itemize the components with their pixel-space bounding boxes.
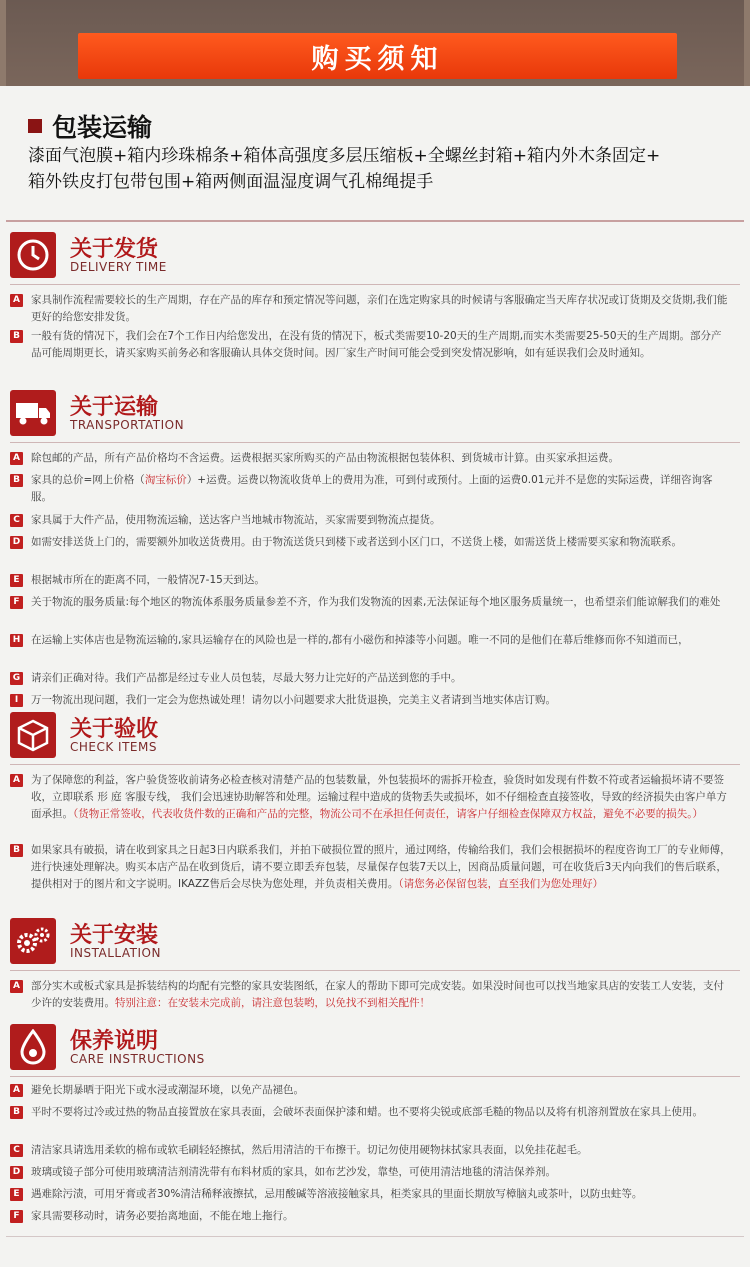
section-title: 关于安装 — [70, 923, 159, 948]
list-item — [10, 772, 732, 823]
bottom-rule — [6, 1236, 744, 1237]
item-text: 家具制作流程需要较长的生产周期，存在产品的库存和预定情况等问题，亲们在选定购家具的时候请与客服确定当天库存状况或订货期及交货期,我们能更好的给您安排发货。 — [31, 294, 728, 323]
item-text: 请亲们正确对待。我们产品都是经过专业人员包装，尽最大努力让完好的产品送到您的手中。 — [31, 672, 462, 684]
item-text: 家具属于大件产品，使用物流运输，送达客户当地城市物流站，买家需要到物流点提货。 — [31, 514, 441, 526]
list-item — [10, 1142, 732, 1159]
item-badge: B — [10, 1106, 23, 1119]
section-care — [0, 1024, 750, 1222]
item-highlight: （请您务必保留包装，直至我们为您处理好） — [398, 878, 604, 890]
list-item — [10, 472, 732, 506]
section-rule — [10, 970, 740, 971]
list-item — [10, 292, 732, 326]
item-text: 平时不要将过冷或过热的物品直接置放在家具表面，会破坏表面保护漆和蜡。也不要将尖锐或底部毛糙的物品以及将有机溶剂置放在家具上使用。 — [31, 1106, 703, 1118]
clock-icon — [10, 232, 56, 278]
section-rule — [10, 1076, 740, 1077]
list-item — [10, 692, 732, 709]
item-badge: B — [10, 330, 23, 343]
list-item — [10, 1208, 732, 1225]
item-text: 玻璃或镜子部分可使用玻璃清洁剂清洗带有布料材质的家具，如布艺沙发，靠垫，可使用清洁地毯的清洁保养剂。 — [31, 1166, 556, 1178]
section-check-items — [0, 712, 750, 890]
item-text: 关于物流的服务质量:每个地区的物流体系服务质量参差不齐，作为我们发物流的因素,无法保证每个地区服务质量统一，也希望亲们能谅解我们的难处 — [31, 596, 721, 608]
section-title: 关于发货 — [70, 237, 159, 262]
drop-icon — [10, 1024, 56, 1070]
section-rule — [10, 442, 740, 443]
list-item — [10, 328, 732, 362]
item-badge: A — [10, 774, 23, 787]
list-item — [10, 450, 732, 467]
item-highlight: （货物正常签收，代表收货件数的正确和产品的完整，物流公司不在承担任何责任，请客户仔细检查保障双方权益，避免不必要的损失。） — [73, 808, 703, 820]
item-text: 根据城市所在的距离不同，一般情况7-15天到达。 — [31, 574, 265, 586]
item-text: 遇难除污渍，可用牙膏或者30%清洁稀释液擦拭，忌用酸碱等溶液接触家具，柜类家具的里面长期放写樟脑丸或茶叶，以防虫蛀等。 — [31, 1188, 643, 1200]
list-item — [10, 1104, 732, 1121]
section-subtitle: CARE INSTRUCTIONS — [70, 1052, 205, 1066]
list-item — [10, 594, 732, 611]
section-rule — [10, 764, 740, 765]
item-text: 部分实木或板式家具是拆装结构的均配有完整的家具安装图纸，在家人的帮助下即可完成安装。如果没时间也可以找当地家具店的安装工人安装，支付少许的安装费用。 — [31, 980, 724, 1009]
item-text: 在运输上实体店也是物流运输的,家具运输存在的风险也是一样的,都有小磁伤和掉漆等小问题。唯一不同的是他们在幕后维修而你不知道而已， — [31, 634, 689, 646]
section-title: 保养说明 — [70, 1029, 159, 1054]
list-item — [10, 1082, 732, 1099]
item-badge: B — [10, 474, 23, 487]
section-installation — [0, 918, 750, 1009]
box-icon — [10, 712, 56, 758]
item-text: 万一物流出现问题，我们一定会为您热诚处理！请勿以小问题要求大批货退换，完美主义者请到当地实体店订购。 — [31, 694, 556, 706]
item-text-continued: ）+运费。运费以物流收货单上的费用为准，可到付或预付。上面的运费0.01元并不是您的实际运费，详细咨询客服。 — [31, 474, 713, 503]
square-bullet-icon — [28, 119, 42, 133]
list-item — [10, 670, 732, 687]
list-item — [10, 512, 732, 529]
item-badge: A — [10, 452, 23, 465]
section-subtitle: DELIVERY TIME — [70, 260, 167, 274]
packaging-block — [28, 110, 728, 194]
section-transportation — [0, 390, 750, 706]
list-item — [10, 842, 732, 893]
item-badge: A — [10, 294, 23, 307]
section-rule — [10, 284, 740, 285]
list-item — [10, 572, 732, 589]
packaging-title: 包装运输 — [52, 113, 153, 142]
item-badge: I — [10, 694, 23, 707]
top-banner — [0, 0, 750, 86]
item-badge: B — [10, 844, 23, 857]
section-divider — [6, 220, 744, 222]
item-badge: G — [10, 672, 23, 685]
section-subtitle: INSTALLATION — [70, 946, 161, 960]
list-item — [10, 978, 732, 1012]
item-badge: D — [10, 1166, 23, 1179]
item-highlight: 特别注意：在安装未完成前，请注意包装哟，以免找不到相关配件！ — [115, 997, 430, 1009]
item-text: 一般有货的情况下，我们会在7个工作日内给您发出，在没有货的情况下，板式类需要10-20天的生产周期,而实木类需要25-50天的生产周期。部分产品可能周期更长，请买家购买前务必和客服确认具体交货时间。因厂家生产时间可能会受到突发情况影响，如有延误我们会及时通知。 — [31, 330, 722, 359]
packaging-line-2: 箱外铁皮打包带包围+箱两侧面温湿度调气孔棉绳提手 — [28, 172, 434, 192]
section-title: 关于验收 — [70, 717, 159, 742]
item-badge: E — [10, 574, 23, 587]
item-badge: F — [10, 596, 23, 609]
section-subtitle: TRANSPORTATION — [70, 418, 185, 432]
item-text: 如果家具有破损，请在收到家具之日起3日内联系我们，并拍下破损位置的照片，通过网络，传输给我们，我们会根据损坏的程度咨询工厂的专业师傅，进行快速处理解决。购买本店产品在收到货后，请不要立即丢弃包装，尽量保存包装7天以上，因商品质量问题，可在收货后3天内向我们的售后联系，提供相对于的图片和文字说明。IKAZZ售后会尽快为您处理，并负责相关费用。 — [31, 844, 731, 890]
page-title: 购买须知 — [78, 33, 677, 79]
item-text: 避免长期暴晒于阳光下或水浸或潮湿环境，以免产品褪色。 — [31, 1084, 304, 1096]
item-badge: E — [10, 1188, 23, 1201]
list-item — [10, 534, 732, 551]
list-item — [10, 1186, 732, 1203]
item-badge: C — [10, 1144, 23, 1157]
item-text: 为了保障您的利益，客户验货签收前请务必检查核对清楚产品的包装数量，外包装损坏的需拆开检查，验货时如发现有件数不符或者运输损坏请不要签收，立即联系 形 庭 客服专线， 我们会迅速协助解答和处理。运输过程中造成的货物丢失或损坏，如不仔细检查直接签收，导致的经济损失由客户单方面承担。 — [31, 774, 727, 820]
item-text: 家具的总价=网上价格（ — [31, 474, 145, 486]
item-text: 如需安排送货上门的，需要额外加收送货费用。由于物流送货只到楼下或者送到小区门口，不送货上楼，如需送货上楼需要买家和物流联系。 — [31, 536, 682, 548]
item-badge: A — [10, 1084, 23, 1097]
item-badge: C — [10, 514, 23, 527]
item-text: 清洁家具请选用柔软的棉布或软毛刷轻轻擦拭，然后用清洁的干布擦干。切记勿使用硬物抹拭家具表面，以免挂花起毛。 — [31, 1144, 588, 1156]
gears-icon — [10, 918, 56, 964]
item-text: 除包邮的产品，所有产品价格均不含运费。运费根据买家所购买的产品由物流根据包装体积、到货城市计算。由买家承担运费。 — [31, 452, 619, 464]
item-badge: A — [10, 980, 23, 993]
list-item — [10, 632, 732, 649]
list-item — [10, 1164, 732, 1181]
item-highlight: 淘宝标价 — [144, 474, 187, 486]
banner-frame-left — [0, 0, 6, 86]
item-badge: D — [10, 536, 23, 549]
banner-frame-right — [744, 0, 750, 86]
section-title: 关于运输 — [70, 395, 159, 420]
item-badge: H — [10, 634, 23, 647]
section-delivery — [0, 232, 750, 359]
truck-icon — [10, 390, 56, 436]
packaging-line-1: 漆面气泡膜+箱内珍珠棉条+箱体高强度多层压缩板+全螺丝封箱+箱内外木条固定+ — [28, 146, 661, 166]
section-subtitle: CHECK ITEMS — [70, 740, 157, 754]
item-text: 家具需要移动时，请务必要抬离地面，不能在地上拖行。 — [31, 1210, 294, 1222]
item-badge: F — [10, 1210, 23, 1223]
